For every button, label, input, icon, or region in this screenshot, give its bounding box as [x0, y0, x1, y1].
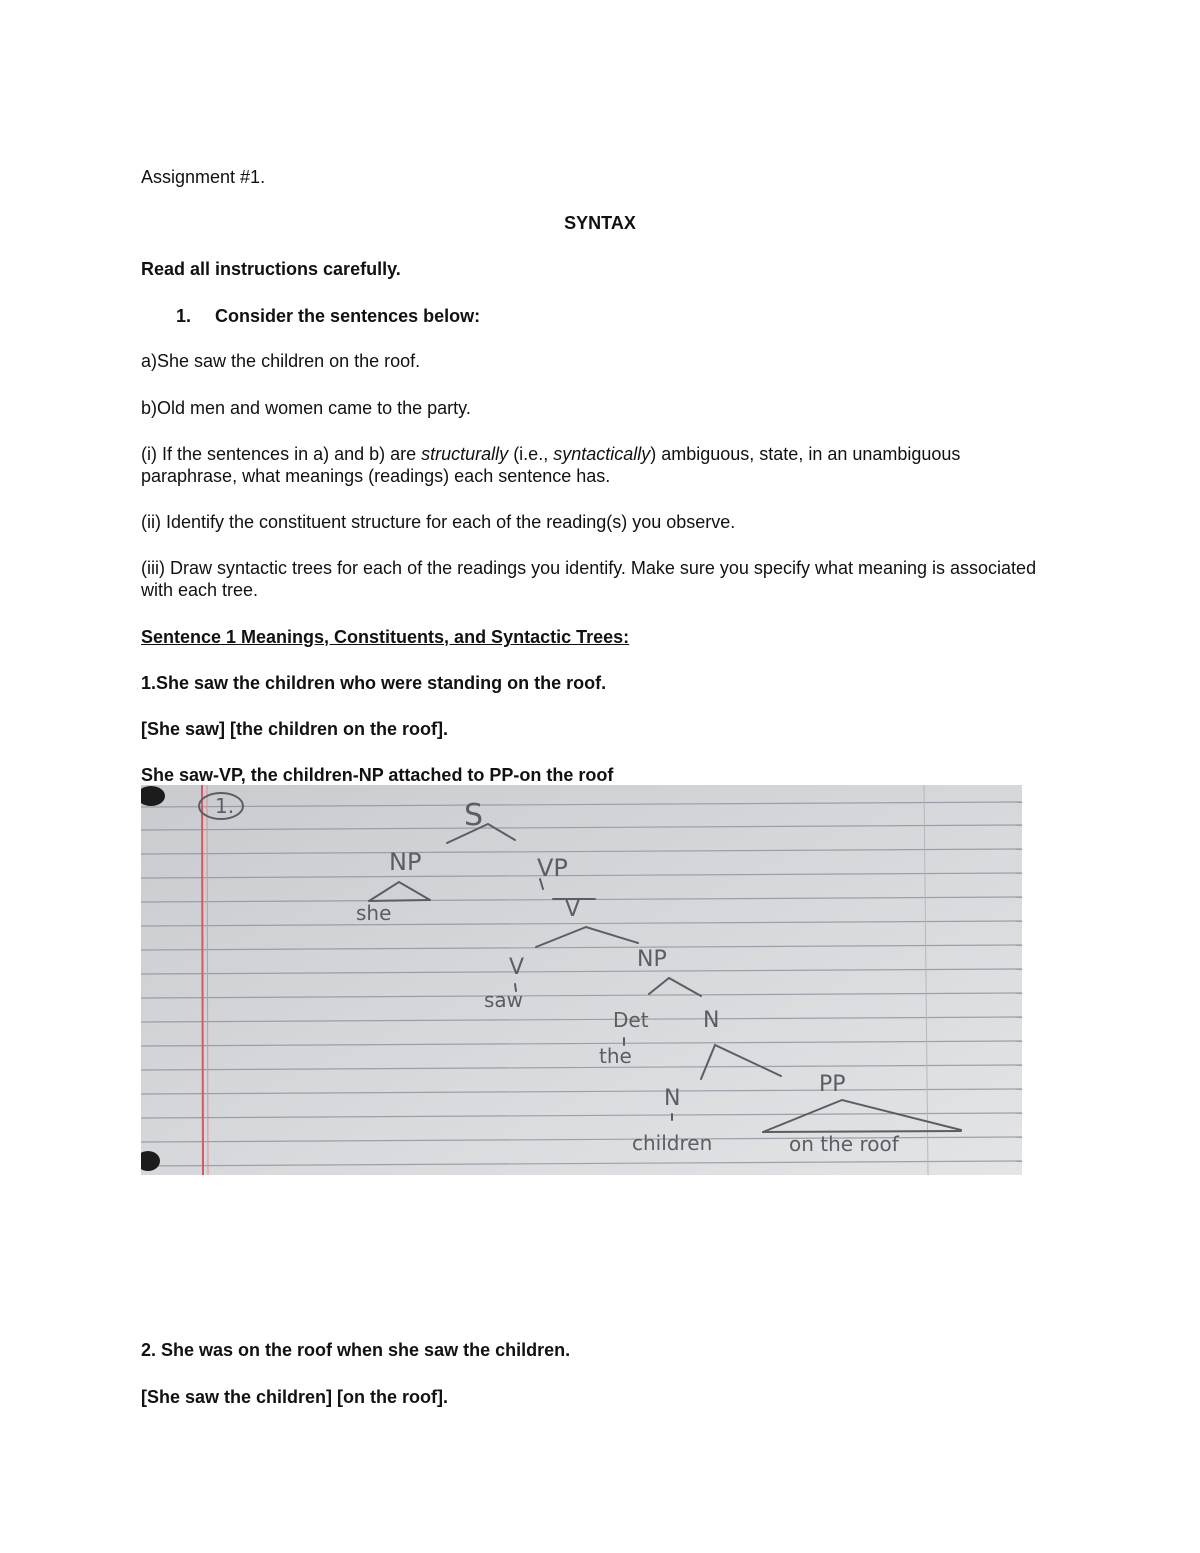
sentence-b: b)Old men and women came to the party. [141, 398, 471, 418]
part-iii: (iii) Draw syntactic trees for each of the readings you identify. Make sure you specify what meaning is associated with each tree. [141, 558, 1037, 600]
reading-1-constituents: [She saw] [the children on the roof]. [141, 719, 449, 739]
part-i-mid: (i.e., [508, 444, 554, 464]
section-heading: Sentence 1 Meanings, Constituents, and Syntactic Trees: [141, 627, 630, 647]
word-on-the-roof: on the roof [789, 1132, 899, 1156]
assignment-label: Assignment #1. [141, 167, 266, 187]
question-number: 1. [176, 306, 192, 326]
page-title: SYNTAX [564, 213, 636, 233]
reading-2-constituents: [She saw the children] [on the roof]. [141, 1387, 449, 1407]
node-vp: VP [537, 854, 568, 882]
paper-background [141, 785, 1022, 1175]
question-text: Consider the sentences below: [215, 306, 481, 326]
part-i [141, 443, 1051, 487]
node-n: N [664, 1086, 681, 1111]
reading-1-paraphrase: 1.She saw the children who were standing on the roof. [141, 673, 607, 693]
word-the: the [599, 1044, 632, 1068]
part-ii: (ii) Identify the constituent structure for each of the reading(s) you observe. [141, 512, 736, 532]
part-i-suffix: ) ambiguous, state, in an unambiguous paraphrase, what meanings (readings) each sentence has. [141, 444, 961, 486]
reading-1-analysis: She saw-VP, the children-NP attached to PP-on the roof [141, 765, 614, 785]
node-pp: PP [819, 1072, 846, 1097]
node-np: NP [389, 848, 422, 876]
part-i-em-syntactically: syntactically [553, 444, 651, 464]
node-v: V [509, 955, 525, 980]
node-v-bar: V [565, 897, 581, 922]
node-det: Det [613, 1008, 649, 1032]
node-n-bar: N [703, 1008, 720, 1033]
question-1 [176, 305, 480, 327]
reading-2-paraphrase: 2. She was on the roof when she saw the children. [141, 1340, 571, 1360]
instruction-text: Read all instructions carefully. [141, 259, 401, 279]
part-i-prefix: (i) If the sentences in a) and b) are [141, 444, 422, 464]
node-s: S [464, 798, 484, 833]
part-i-em-structurally: structurally [421, 444, 509, 464]
word-she: she [356, 901, 392, 925]
syntax-tree-photo [141, 785, 1022, 1175]
word-saw: saw [484, 988, 524, 1012]
tree-number-label: 1. [215, 794, 235, 818]
tree-photo-svg [141, 785, 1022, 1175]
margin-line [202, 785, 203, 1175]
sentence-a: a)She saw the children on the roof. [141, 351, 421, 371]
word-children: children [632, 1131, 713, 1155]
node-np-2: NP [637, 947, 667, 972]
